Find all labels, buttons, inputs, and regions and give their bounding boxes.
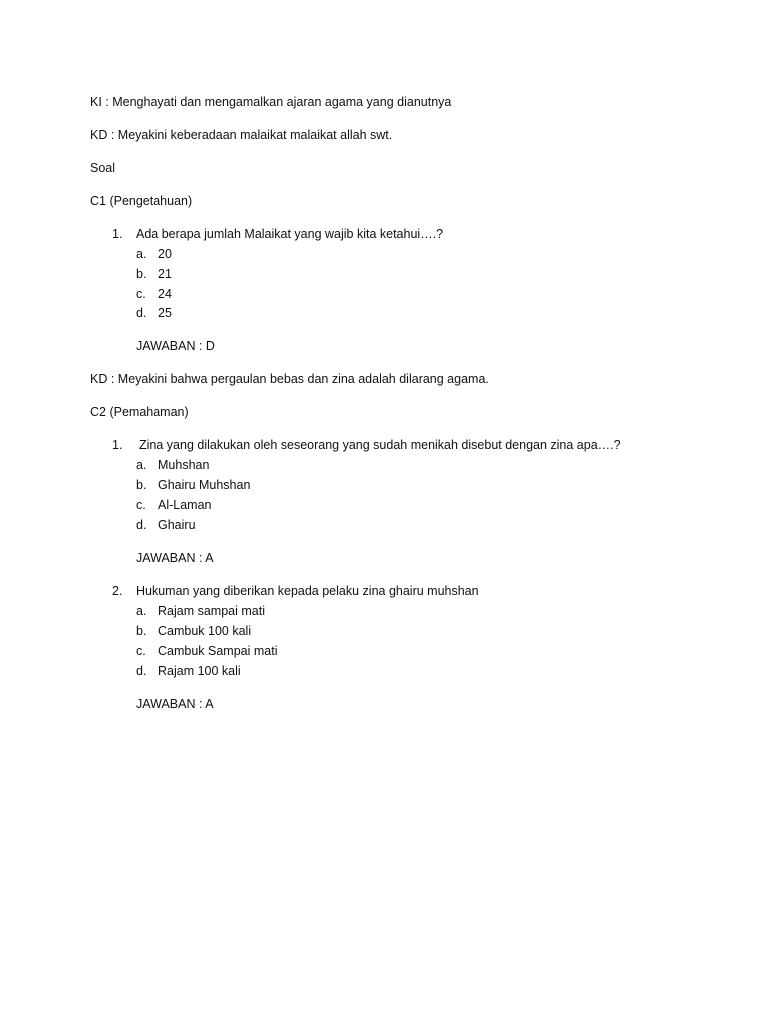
option-letter: c.: [136, 644, 146, 658]
option-letter: d.: [136, 306, 147, 320]
option-text: 24: [158, 287, 172, 301]
ki-line: KI : Menghayati dan mengamalkan ajaran agama yang dianutnya: [90, 95, 452, 109]
option-text: Rajam sampai mati: [158, 604, 265, 618]
option-text: Al-Laman: [158, 498, 212, 512]
question-text: Ada berapa jumlah Malaikat yang wajib kita ketahui….?: [136, 227, 444, 241]
option-text: 20: [158, 247, 172, 261]
option-letter: b.: [136, 478, 147, 492]
option-letter: c.: [136, 287, 146, 301]
option-text: 21: [158, 267, 172, 281]
option-letter: b.: [136, 267, 147, 281]
question-number: 1.: [112, 227, 123, 241]
answer-line: JAWABAN : A: [136, 551, 214, 565]
option-text: Ghairu Muhshan: [158, 478, 251, 492]
question-number: 1.: [112, 438, 123, 452]
option-text: Cambuk 100 kali: [158, 624, 252, 638]
option-letter: d.: [136, 664, 147, 678]
soal-heading: Soal: [90, 161, 116, 175]
kd-line-1: KD : Meyakini keberadaan malaikat malaikat allah swt.: [90, 128, 393, 142]
option-letter: a.: [136, 458, 147, 472]
c2-heading: C2 (Pemahaman): [90, 405, 189, 419]
option-letter: d.: [136, 518, 147, 532]
option-text: Rajam 100 kali: [158, 664, 241, 678]
question-number: 2.: [112, 584, 123, 598]
question-text: Zina yang dilakukan oleh seseorang yang sudah menikah disebut dengan zina apa….?: [139, 438, 621, 452]
kd-line-2: KD : Meyakini bahwa pergaulan bebas dan zina adalah dilarang agama.: [90, 372, 489, 386]
option-letter: a.: [136, 247, 147, 261]
option-text: 25: [158, 306, 172, 320]
c1-heading: C1 (Pengetahuan): [90, 194, 193, 208]
option-text: Ghairu: [158, 518, 196, 532]
option-letter: b.: [136, 624, 147, 638]
option-text: Cambuk Sampai mati: [158, 644, 278, 658]
option-text: Muhshan: [158, 458, 210, 472]
answer-line: JAWABAN : A: [136, 697, 214, 711]
option-letter: a.: [136, 604, 147, 618]
question-text: Hukuman yang diberikan kepada pelaku zina ghairu muhshan: [136, 584, 479, 598]
option-letter: c.: [136, 498, 146, 512]
answer-line: JAWABAN : D: [136, 339, 215, 353]
